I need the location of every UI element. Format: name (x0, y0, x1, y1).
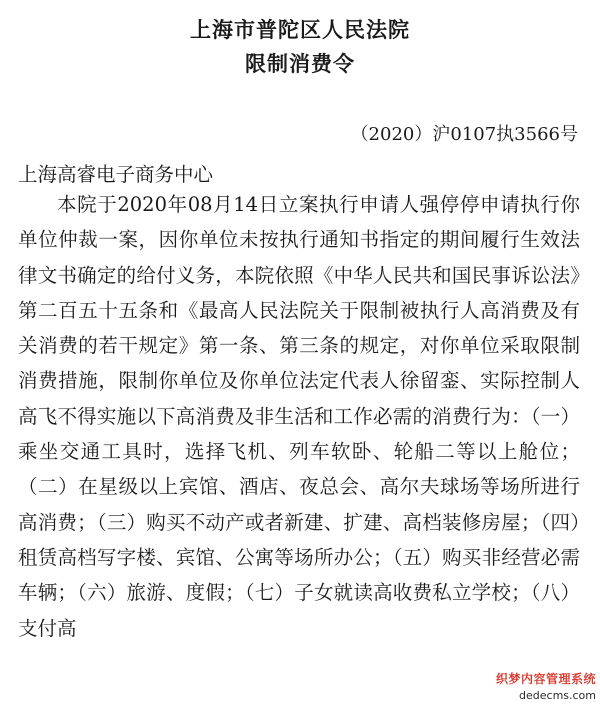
document-type-heading: 限制消费令 (245, 52, 355, 76)
watermark-logo (446, 667, 596, 703)
case-number: （2020）沪0107执3566号 (350, 124, 578, 145)
order-body-text: 本院于2020年08月14日立案执行申请人强停停申请执行你单位仲裁一案，因你单位未按执行通知书指定的期间履行生效法律文书确定的给付义务，本院依照《中华人民共和国民事诉讼法》第二百五十五条和《最高人民法院关于限制被执行人高消费及有关消费的若干规定》第一条、第三条的规定，对你单位采取限制消费措施，限制你单位及你单位法定代表人徐留銮、实际控制人高飞不得实施以下高消费及非生活和工作必需的消费行为：（一）乘坐交通工具时，选择飞机、列车软卧、轮船二等以上舱位；（二）在星级以上宾馆、酒店、夜总会、高尔夫球场等场所进行高消费；（三）购买不动产或者新建、扩建、高档装修房屋；（四）租赁高档写字楼、宾馆、公寓等场所办公；（五）购买非经营必需车辆；（六）旅游、度假；（七）子女就读高收费私立学校；（八）支付高 (18, 193, 580, 640)
watermark-title: 织梦内容管理系统 (495, 672, 596, 686)
court-name-heading: 上海市普陀区人民法院 (190, 18, 410, 42)
watermark-domain: dedecms.com (519, 689, 596, 702)
recipient-name: 上海高睿电子商务中心 (18, 163, 214, 186)
